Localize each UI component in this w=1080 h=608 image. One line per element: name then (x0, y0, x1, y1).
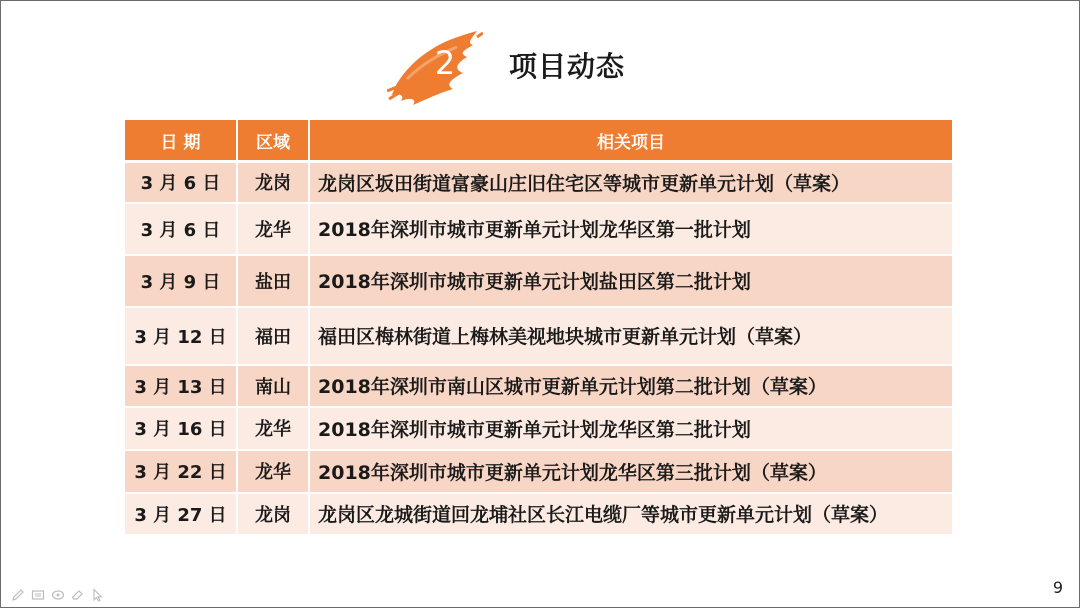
page-title: 项目动态 (509, 50, 626, 83)
cell-project: 2018年深圳市城市更新单元计划盐田区第二批计划 (309, 255, 952, 307)
cell-area: 龙岗 (237, 493, 309, 535)
cell-area: 龙华 (237, 203, 309, 255)
header-area: 区域 (237, 120, 309, 162)
header-date: 日 期 (125, 120, 237, 162)
table-row (125, 255, 952, 307)
pen-icon[interactable] (11, 587, 25, 601)
cell-project: 2018年深圳市城市更新单元计划龙华区第三批计划（草案） (309, 450, 952, 493)
header-project: 相关项目 (309, 120, 952, 162)
page-number: 9 (1052, 578, 1063, 597)
table-row (125, 407, 952, 450)
cell-project: 2018年深圳市城市更新单元计划龙华区第一批计划 (309, 203, 952, 255)
cursor-icon[interactable] (91, 587, 105, 601)
section-number: 2 (434, 44, 456, 82)
cell-date: 3 月 16 日 (125, 407, 237, 450)
eraser-icon[interactable] (71, 587, 85, 601)
cell-project: 2018年深圳市城市更新单元计划龙华区第二批计划 (309, 407, 952, 450)
section-heading (387, 29, 747, 109)
table-row (125, 450, 952, 493)
cell-date: 3 月 13 日 (125, 365, 237, 407)
slides-icon[interactable] (31, 587, 45, 601)
cell-date: 3 月 27 日 (125, 493, 237, 535)
cell-area: 福田 (237, 307, 309, 365)
table-row (125, 162, 952, 203)
table-row (125, 493, 952, 535)
presenter-toolbar (11, 587, 105, 601)
cell-project: 龙岗区龙城街道回龙埔社区长江电缆厂等城市更新单元计划（草案） (309, 493, 952, 535)
table-row (125, 307, 952, 365)
cell-date: 3 月 12 日 (125, 307, 237, 365)
cell-date: 3 月 9 日 (125, 255, 237, 307)
cell-project: 福田区梅林街道上梅林美视地块城市更新单元计划（草案） (309, 307, 952, 365)
pointer-icon[interactable] (51, 587, 65, 601)
cell-date: 3 月 6 日 (125, 162, 237, 203)
project-table (125, 120, 952, 536)
cell-area: 南山 (237, 365, 309, 407)
cell-date: 3 月 22 日 (125, 450, 237, 493)
cell-project: 2018年深圳市南山区城市更新单元计划第二批计划（草案） (309, 365, 952, 407)
cell-area: 龙华 (237, 450, 309, 493)
cell-date: 3 月 6 日 (125, 203, 237, 255)
table-header-row (125, 120, 952, 162)
cell-area: 龙华 (237, 407, 309, 450)
table-row (125, 365, 952, 407)
cell-area: 盐田 (237, 255, 309, 307)
cell-project: 龙岗区坂田街道富豪山庄旧住宅区等城市更新单元计划（草案） (309, 162, 952, 203)
cell-area: 龙岗 (237, 162, 309, 203)
table-row (125, 203, 952, 255)
